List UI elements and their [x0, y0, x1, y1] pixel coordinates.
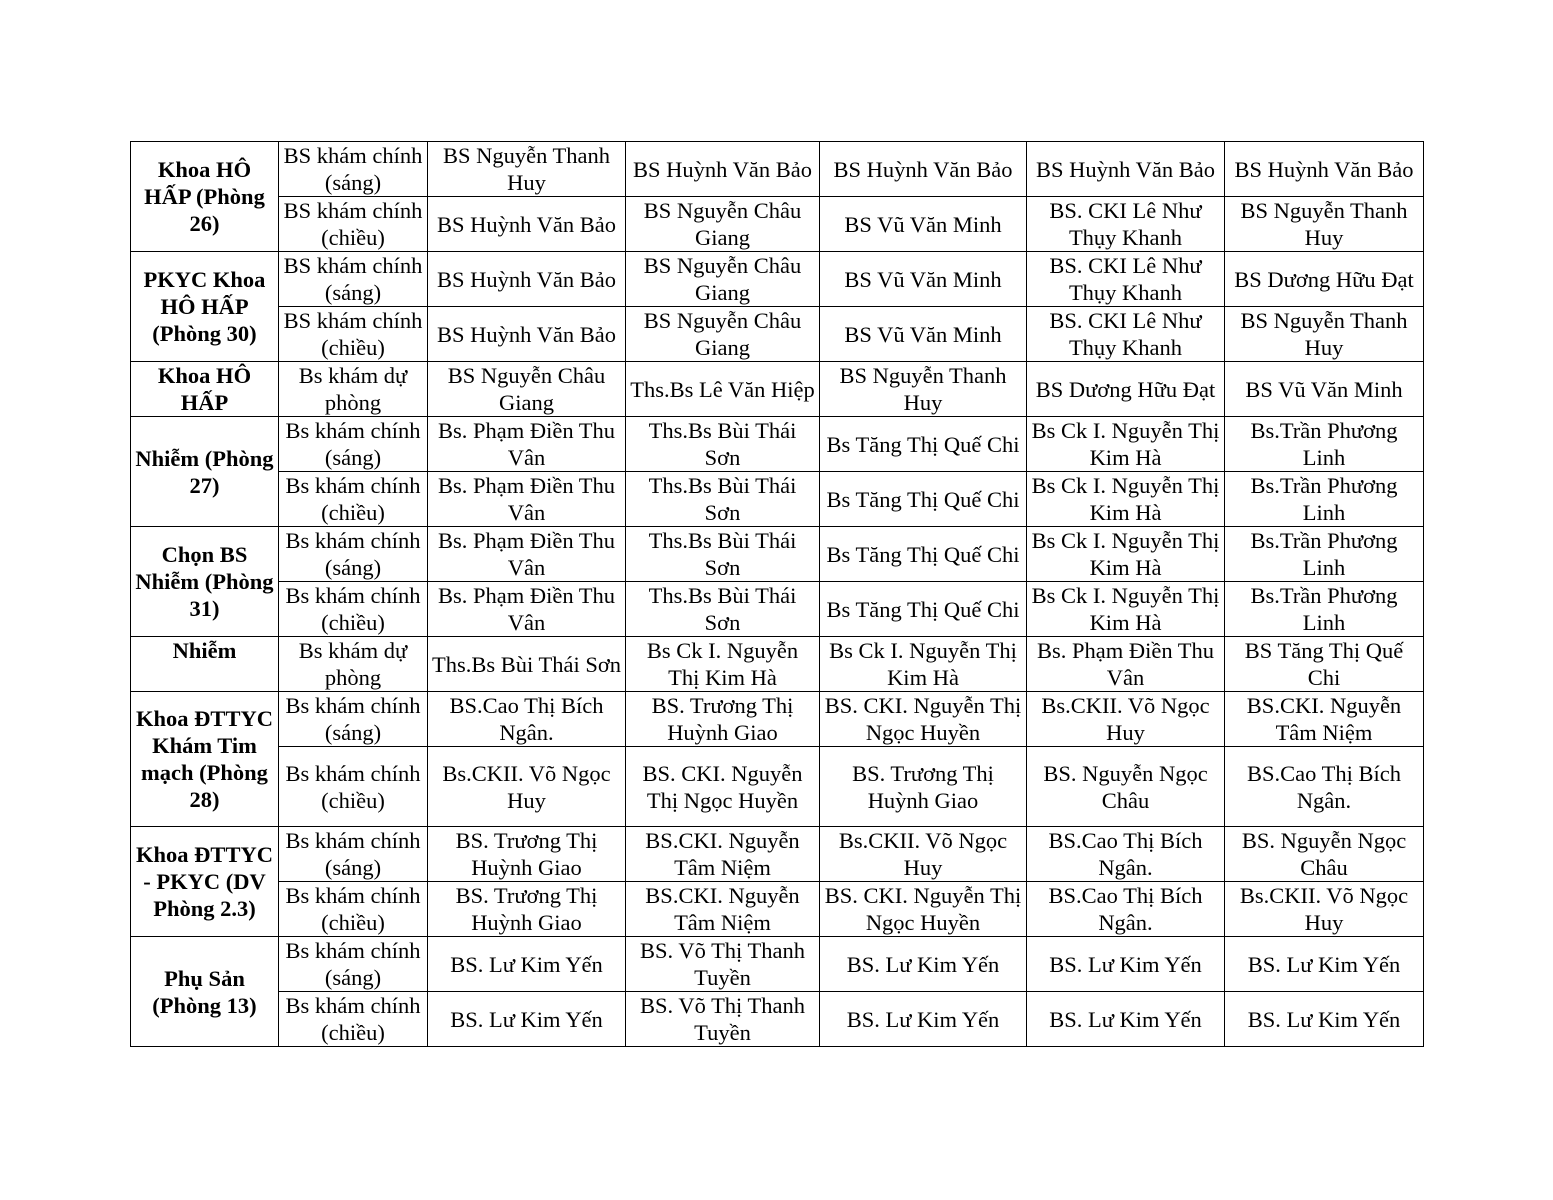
doctor-cell: Bs.CKII. Võ Ngọc Huy [1225, 882, 1424, 937]
table-row [131, 747, 1424, 827]
table-row [131, 692, 1424, 747]
doctor-cell: BS. Nguyễn Ngọc Châu [1225, 827, 1424, 882]
table-row [131, 882, 1424, 937]
doctor-cell: BS Huỳnh Văn Bảo [626, 142, 820, 197]
doctor-cell: Ths.Bs Bùi Thái Sơn [626, 582, 820, 637]
shift-cell: Bs khám chính (chiều) [279, 582, 428, 637]
table-row [131, 472, 1424, 527]
doctor-cell: Ths.Bs Bùi Thái Sơn [626, 472, 820, 527]
shift-cell: Bs khám chính (sáng) [279, 417, 428, 472]
doctor-cell: BS. Lư Kim Yến [1225, 937, 1424, 992]
doctor-cell: Bs.CKII. Võ Ngọc Huy [1027, 692, 1225, 747]
doctor-cell: Bs. Phạm Điền Thu Vân [428, 582, 626, 637]
shift-cell: BS khám chính (chiều) [279, 197, 428, 252]
shift-cell: Bs khám chính (sáng) [279, 827, 428, 882]
shift-cell: Bs khám chính (chiều) [279, 747, 428, 827]
doctor-cell: BS Vũ Văn Minh [820, 307, 1027, 362]
shift-cell: Bs khám dự phòng [279, 362, 428, 417]
department-cell: Khoa ĐTTYC - PKYC (DV Phòng 2.3) [131, 827, 279, 937]
table-row [131, 637, 1424, 692]
table-row [131, 582, 1424, 637]
doctor-cell: BS.Cao Thị Bích Ngân. [1225, 747, 1424, 827]
doctor-cell: Bs.Trần Phương Linh [1225, 527, 1424, 582]
doctor-cell: BS. Lư Kim Yến [428, 992, 626, 1047]
table-row [131, 307, 1424, 362]
doctor-cell: BS. CKI. Nguyễn Thị Ngọc Huyền [820, 692, 1027, 747]
doctor-cell: BS Nguyễn Châu Giang [626, 307, 820, 362]
doctor-cell: BS Dương Hữu Đạt [1225, 252, 1424, 307]
table-row [131, 937, 1424, 992]
department-cell: Nhiễm (Phòng 27) [131, 417, 279, 527]
doctor-cell: Bs. Phạm Điền Thu Vân [1027, 637, 1225, 692]
shift-cell: Bs khám chính (chiều) [279, 992, 428, 1047]
doctor-cell: Bs Ck I. Nguyễn Thị Kim Hà [1027, 417, 1225, 472]
table-row [131, 142, 1424, 197]
doctor-cell: BS. Trương Thị Huỳnh Giao [820, 747, 1027, 827]
doctor-cell: BS Huỳnh Văn Bảo [1225, 142, 1424, 197]
doctor-cell: BS.CKI. Nguyễn Tâm Niệm [626, 827, 820, 882]
doctor-cell: Bs Tăng Thị Quế Chi [820, 417, 1027, 472]
doctor-cell: BS. Trương Thị Huỳnh Giao [626, 692, 820, 747]
shift-cell: Bs khám chính (sáng) [279, 527, 428, 582]
department-cell: Chọn BS Nhiễm (Phòng 31) [131, 527, 279, 637]
doctor-cell: Ths.Bs Bùi Thái Sơn [626, 527, 820, 582]
department-cell: Phụ Sản (Phòng 13) [131, 937, 279, 1047]
table-row [131, 992, 1424, 1047]
table-row [131, 527, 1424, 582]
doctor-cell: BS.Cao Thị Bích Ngân. [1027, 827, 1225, 882]
doctor-cell: BS Nguyễn Thanh Huy [820, 362, 1027, 417]
doctor-cell: Bs.Trần Phương Linh [1225, 472, 1424, 527]
doctor-cell: Bs. Phạm Điền Thu Vân [428, 417, 626, 472]
doctor-cell: Bs Ck I. Nguyễn Thị Kim Hà [626, 637, 820, 692]
doctor-cell: BS Tăng Thị Quế Chi [1225, 637, 1424, 692]
doctor-cell: Bs Ck I. Nguyễn Thị Kim Hà [1027, 582, 1225, 637]
doctor-cell: BS Huỳnh Văn Bảo [428, 197, 626, 252]
doctor-cell: BS. Võ Thị Thanh Tuyền [626, 937, 820, 992]
doctor-cell: Bs Ck I. Nguyễn Thị Kim Hà [820, 637, 1027, 692]
doctor-cell: BS. CKI. Nguyễn Thị Ngọc Huyền [820, 882, 1027, 937]
doctor-cell: Bs. Phạm Điền Thu Vân [428, 527, 626, 582]
table-row [131, 252, 1424, 307]
doctor-cell: BS Nguyễn Thanh Huy [1225, 307, 1424, 362]
doctor-cell: BS. Lư Kim Yến [1225, 992, 1424, 1047]
doctor-cell: Bs.CKII. Võ Ngọc Huy [820, 827, 1027, 882]
doctor-cell: Bs Tăng Thị Quế Chi [820, 472, 1027, 527]
doctor-cell: BS Nguyễn Thanh Huy [1225, 197, 1424, 252]
table-row [131, 197, 1424, 252]
doctor-cell: BS. Lư Kim Yến [1027, 937, 1225, 992]
doctor-cell: BS. Lư Kim Yến [1027, 992, 1225, 1047]
doctor-cell: BS Vũ Văn Minh [820, 197, 1027, 252]
doctor-schedule-table [130, 141, 1424, 1047]
shift-cell: BS khám chính (chiều) [279, 307, 428, 362]
table-row [131, 417, 1424, 472]
doctor-cell: BS Nguyễn Châu Giang [626, 252, 820, 307]
doctor-cell: Bs Ck I. Nguyễn Thị Kim Hà [1027, 527, 1225, 582]
doctor-cell: BS Huỳnh Văn Bảo [428, 307, 626, 362]
doctor-cell: BS. Nguyễn Ngọc Châu [1027, 747, 1225, 827]
doctor-cell: BS. Lư Kim Yến [428, 937, 626, 992]
doctor-cell: BS Dương Hữu Đạt [1027, 362, 1225, 417]
doctor-cell: Ths.Bs Lê Văn Hiệp [626, 362, 820, 417]
doctor-cell: BS. Trương Thị Huỳnh Giao [428, 827, 626, 882]
shift-cell: Bs khám dự phòng [279, 637, 428, 692]
doctor-cell: BS.CKI. Nguyễn Tâm Niệm [1225, 692, 1424, 747]
doctor-cell: Bs.Trần Phương Linh [1225, 417, 1424, 472]
shift-cell: BS khám chính (sáng) [279, 252, 428, 307]
doctor-cell: BS Nguyễn Châu Giang [626, 197, 820, 252]
shift-cell: Bs khám chính (sáng) [279, 937, 428, 992]
doctor-cell: BS. Lư Kim Yến [820, 937, 1027, 992]
department-cell: Khoa HÔ HẤP (Phòng 26) [131, 142, 279, 252]
department-cell: PKYC Khoa HÔ HẤP (Phòng 30) [131, 252, 279, 362]
doctor-cell: BS Nguyễn Thanh Huy [428, 142, 626, 197]
doctor-cell: Bs.CKII. Võ Ngọc Huy [428, 747, 626, 827]
doctor-cell: BS. CKI Lê Như Thụy Khanh [1027, 307, 1225, 362]
table-row [131, 827, 1424, 882]
doctor-cell: BS.Cao Thị Bích Ngân. [428, 692, 626, 747]
doctor-cell: BS.CKI. Nguyễn Tâm Niệm [626, 882, 820, 937]
doctor-cell: Ths.Bs Bùi Thái Sơn [428, 637, 626, 692]
shift-cell: Bs khám chính (chiều) [279, 882, 428, 937]
shift-cell: Bs khám chính (chiều) [279, 472, 428, 527]
doctor-cell: BS. CKI. Nguyễn Thị Ngọc Huyền [626, 747, 820, 827]
shift-cell: Bs khám chính (sáng) [279, 692, 428, 747]
doctor-cell: BS Huỳnh Văn Bảo [1027, 142, 1225, 197]
doctor-cell: BS Nguyễn Châu Giang [428, 362, 626, 417]
doctor-cell: Bs. Phạm Điền Thu Vân [428, 472, 626, 527]
department-cell: Khoa ĐTTYC Khám Tim mạch (Phòng 28) [131, 692, 279, 827]
doctor-cell: BS Huỳnh Văn Bảo [428, 252, 626, 307]
doctor-cell: Bs Tăng Thị Quế Chi [820, 527, 1027, 582]
doctor-cell: BS. CKI Lê Như Thụy Khanh [1027, 252, 1225, 307]
department-cell: Khoa HÔ HẤP [131, 362, 279, 417]
doctor-cell: BS Vũ Văn Minh [1225, 362, 1424, 417]
doctor-cell: Bs Tăng Thị Quế Chi [820, 582, 1027, 637]
doctor-cell: BS Huỳnh Văn Bảo [820, 142, 1027, 197]
doctor-cell: Bs Ck I. Nguyễn Thị Kim Hà [1027, 472, 1225, 527]
shift-cell: BS khám chính (sáng) [279, 142, 428, 197]
doctor-cell: BS Vũ Văn Minh [820, 252, 1027, 307]
department-cell: Nhiễm [131, 637, 279, 692]
doctor-cell: BS. Trương Thị Huỳnh Giao [428, 882, 626, 937]
table-row [131, 362, 1424, 417]
doctor-cell: BS. Lư Kim Yến [820, 992, 1027, 1047]
doctor-cell: BS. CKI Lê Như Thụy Khanh [1027, 197, 1225, 252]
doctor-cell: Ths.Bs Bùi Thái Sơn [626, 417, 820, 472]
doctor-cell: BS.Cao Thị Bích Ngân. [1027, 882, 1225, 937]
doctor-cell: Bs.Trần Phương Linh [1225, 582, 1424, 637]
doctor-cell: BS. Võ Thị Thanh Tuyền [626, 992, 820, 1047]
